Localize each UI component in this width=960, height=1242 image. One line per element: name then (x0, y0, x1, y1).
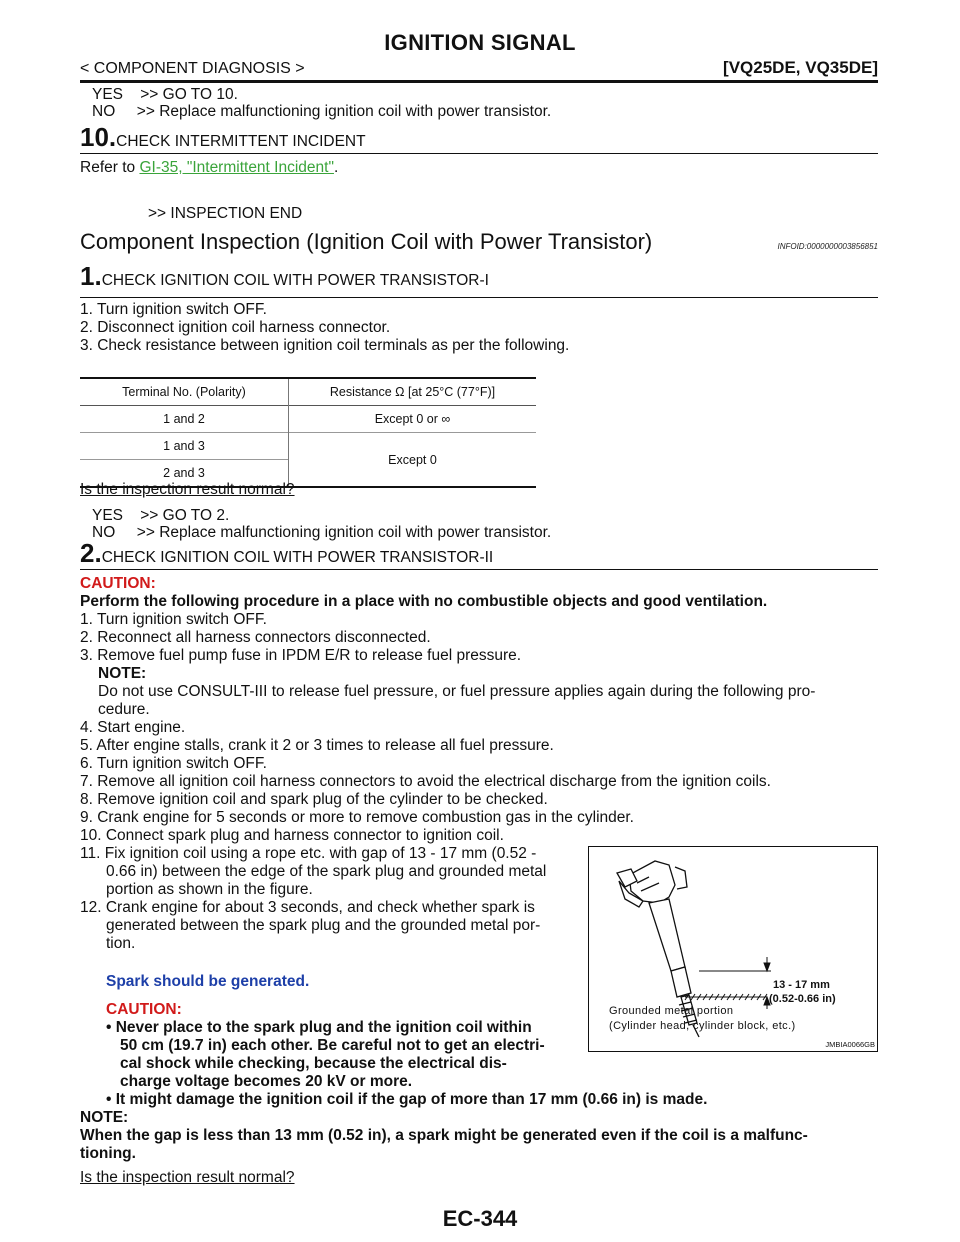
step-2-item: 4. Start engine. (80, 719, 186, 736)
caution-bullet-cont: 50 cm (19.7 in) each other. Be careful not to get an electri- (120, 1037, 545, 1054)
table-cell: Except 0 (289, 433, 537, 488)
step-2-item: 8. Remove ignition coil and spark plug of the cylinder to be checked. (80, 791, 548, 808)
step-number: 2. (80, 538, 102, 568)
expected-result: Spark should be generated. (106, 973, 310, 990)
step-2-heading (80, 539, 493, 567)
ground-label: Grounded metal portion (609, 1005, 734, 1017)
table-header-row (80, 378, 536, 406)
refer-prefix: Refer to (80, 159, 140, 176)
step-1-item: 2. Disconnect ignition coil harness connector. (80, 319, 391, 336)
resistance-table (80, 377, 536, 488)
result-no: NO >> Replace malfunctioning ignition coil with power transistor. (92, 103, 552, 120)
result-yes: YES >> GO TO 10. (92, 86, 238, 103)
step-rule (80, 569, 878, 570)
info-id: INFOID:0000000003856851 (777, 242, 878, 251)
step-2-item: 6. Turn ignition switch OFF. (80, 755, 267, 772)
step-2-item: 10. Connect spark plug and harness connector to ignition coil. (80, 827, 504, 844)
step-rule (80, 153, 878, 154)
note-text: When the gap is less than 13 mm (0.52 in), a spark might be generated even if the coil is a malfunc- (80, 1127, 808, 1144)
table-cell: 1 and 2 (80, 406, 289, 433)
note-text: cedure. (98, 701, 150, 718)
inspection-question: Is the inspection result normal? (80, 481, 295, 498)
gap-label: 13 - 17 mm (773, 979, 830, 991)
table-header: Resistance Ω [at 25°C (77°F)] (329, 385, 496, 399)
ground-sub-label: (Cylinder head, cylinder block, etc.) (609, 1020, 796, 1032)
step-number: 1. (80, 261, 102, 291)
ignition-coil-figure (588, 846, 878, 1052)
step-2-item-cont: portion as shown in the figure. (106, 881, 313, 898)
refer-suffix: . (333, 159, 339, 176)
table-row (80, 406, 536, 433)
table-cell: 1 and 3 (80, 433, 289, 460)
step-2-item: 11. Fix ignition coil using a rope etc. with gap of 13 - 17 mm (0.52 - (80, 845, 537, 862)
table-row (80, 433, 536, 460)
note-label: NOTE: (98, 665, 147, 682)
page-number: EC-344 (442, 1206, 518, 1231)
step-2-item: 1. Turn ignition switch OFF. (80, 611, 267, 628)
step-title: CHECK IGNITION COIL WITH POWER TRANSISTOR-I (101, 272, 489, 289)
table-cell: 2 and 3 (80, 460, 289, 488)
caution-bullet-cont: cal shock while checking, because the electrical dis- (120, 1055, 507, 1072)
step-1-item: 3. Check resistance between ignition coil terminals as per the following. (80, 337, 570, 354)
intermittent-incident-link[interactable]: GI-35, "Intermittent Incident" (139, 159, 334, 176)
note-text: tioning. (80, 1145, 136, 1162)
caution-text: Perform the following procedure in a place with no combustible objects and good ventilation. (80, 593, 768, 610)
note-text: Do not use CONSULT-III to release fuel pressure, or fuel pressure applies again during the following pro- (98, 683, 816, 700)
page-title: IGNITION SIGNAL (384, 30, 576, 55)
step-rule (80, 297, 878, 298)
step-10-heading (80, 123, 366, 151)
note-label: NOTE: (80, 1109, 129, 1126)
result-yes: YES >> GO TO 2. (92, 507, 230, 524)
step-2-item: 5. After engine stalls, crank it 2 or 3 times to release all fuel pressure. (80, 737, 554, 754)
step-2-item: 3. Remove fuel pump fuse in IPDM E/R to release fuel pressure. (80, 647, 522, 664)
caution-bullet-cont: charge voltage becomes 20 kV or more. (120, 1073, 413, 1090)
step-2-item-cont: tion. (106, 935, 136, 952)
step-2-item: 2. Reconnect all harness connectors disconnected. (80, 629, 431, 646)
result-no: NO >> Replace malfunctioning ignition coil with power transistor. (92, 524, 552, 541)
figure-code: JMBIA0066GB (825, 1040, 875, 1049)
refer-line (80, 159, 338, 177)
caution-label: CAUTION: (106, 1001, 182, 1018)
step-2-item: 7. Remove all ignition coil harness connectors to avoid the electrical discharge from the ignition coils. (80, 773, 771, 790)
step-title: CHECK INTERMITTENT INCIDENT (116, 133, 366, 150)
step-2-item: 9. Crank engine for 5 seconds or more to remove combustion gas in the cylinder. (80, 809, 634, 826)
step-2-item-cont: generated between the spark plug and the grounded metal por- (106, 917, 541, 934)
table-header: Terminal No. (Polarity) (80, 378, 289, 406)
step-title: CHECK IGNITION COIL WITH POWER TRANSISTOR-II (101, 549, 494, 566)
caution-bullet: • It might damage the ignition coil if the gap of more than 17 mm (0.66 in) is made. (106, 1091, 708, 1108)
step-number: 10. (80, 122, 117, 152)
step-2-item: 12. Crank engine for about 3 seconds, and check whether spark is (80, 899, 535, 916)
engine-label: [VQ25DE, VQ35DE] (723, 58, 878, 77)
header-rule (80, 80, 878, 83)
step-1-heading (80, 262, 489, 290)
section-title: Component Inspection (Ignition Coil with Power Transistor) (80, 229, 653, 254)
breadcrumb: < COMPONENT DIAGNOSIS > (80, 60, 305, 77)
step-1-item: 1. Turn ignition switch OFF. (80, 301, 267, 318)
inspection-end: >> INSPECTION END (148, 205, 303, 222)
caution-bullet: • Never place to the spark plug and the ignition coil within (106, 1019, 532, 1036)
caution-label: CAUTION: (80, 575, 156, 592)
table-cell: Except 0 or ∞ (374, 412, 451, 426)
gap-label-in: (0.52-0.66 in) (769, 993, 836, 1005)
step-2-item-cont: 0.66 in) between the edge of the spark plug and grounded metal (106, 863, 547, 880)
inspection-question: Is the inspection result normal? (80, 1169, 295, 1186)
